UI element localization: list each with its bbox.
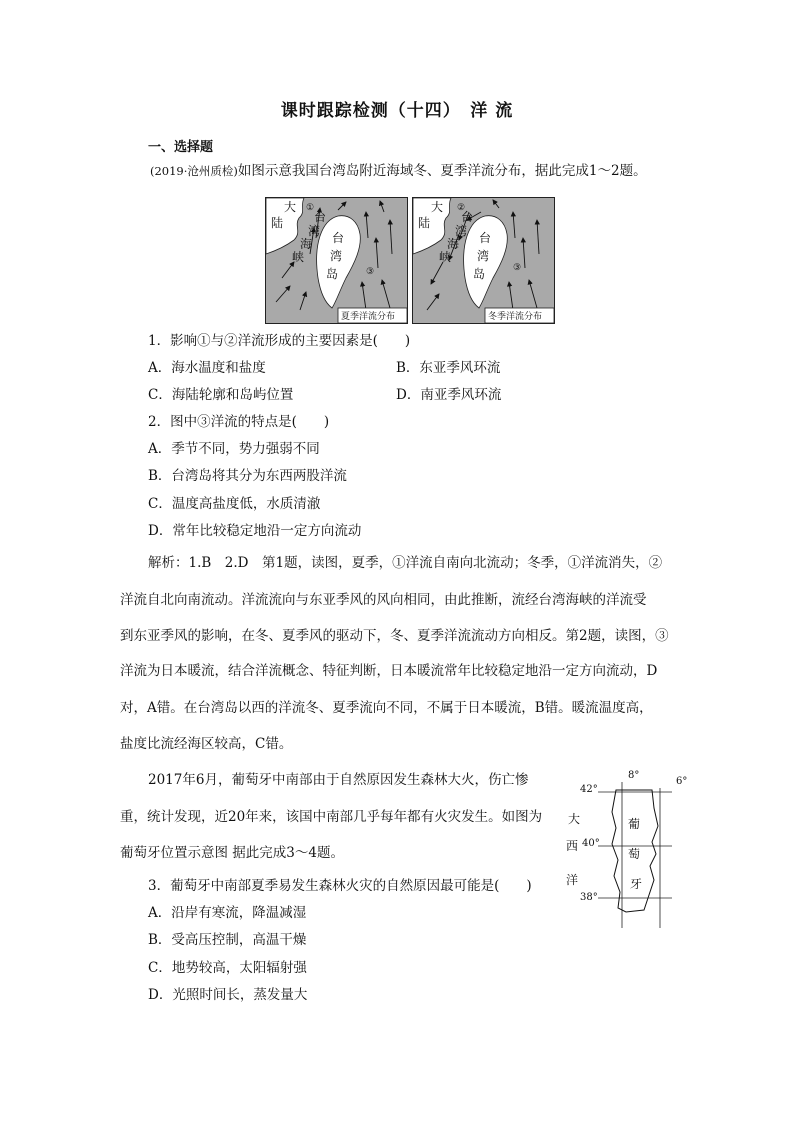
latitude-42-label: 42° [580, 784, 598, 795]
q1-option-b: B．东亚季风环流 [396, 360, 501, 376]
q2-stem: 2．图中③洋流的特点是( ) [148, 414, 330, 430]
summer-current-3-marker: ③ [366, 267, 375, 277]
analysis-line-2: 洋流自北向南流动。洋流流向与东亚季风的风向相同，由此推断，流经台湾海峡的洋流受 [120, 592, 647, 608]
portugal-intro-line-2: 重，统计发现，近20年来，该国中南部几乎每年都有火灾发生。如图为 [120, 809, 543, 825]
country-char-3: 牙 [630, 877, 643, 891]
winter-strait-char-4: 峡 [439, 250, 452, 264]
summer-mainland-char-2: 陆 [271, 216, 284, 230]
q2-option-a: A．季节不同，势力强弱不同 [148, 441, 320, 457]
summer-island-char-1: 台 [332, 231, 345, 245]
summer-strait-char-1: 台 [314, 210, 327, 224]
winter-mainland-char-1: 大 [431, 200, 444, 214]
question-intro [150, 161, 647, 181]
country-char-1: 葡 [628, 817, 641, 831]
country-char-2: 萄 [628, 847, 641, 861]
summer-island-char-2: 湾 [330, 249, 343, 263]
q1-option-a: A．海水温度和盐度 [148, 360, 266, 376]
winter-island-char-3: 岛 [473, 267, 486, 281]
page-title: 课时跟踪检测（十四） 洋 流 [280, 101, 514, 121]
summer-strait-char-4: 峡 [292, 250, 305, 264]
analysis-line-6: 盐度比流经海区较高，C错。 [120, 736, 293, 752]
winter-current-3-marker: ③ [513, 263, 522, 273]
longitude-6-label: 6° [676, 776, 688, 787]
q3-option-a: A．沿岸有寒流，降温减湿 [148, 905, 307, 921]
summer-map-caption: 夏季洋流分布 [341, 312, 396, 322]
q2-option-c: C．温度高盐度低，水质清澈 [148, 496, 321, 512]
intro-source: (2019·沧州质检) [150, 164, 238, 178]
ocean-char-3: 洋 [566, 873, 579, 887]
ocean-char-2: 西 [566, 839, 579, 853]
winter-current-map [412, 197, 555, 324]
summer-current-1-marker: ① [306, 203, 315, 213]
latitude-40-label: 40° [582, 838, 600, 849]
summer-island-char-3: 岛 [326, 267, 339, 281]
analysis-line-4: 洋流为日本暖流，结合洋流概念、特征判断，日本暖流常年比较稳定地沿一定方向流动，D [120, 663, 658, 679]
winter-map-caption: 冬季洋流分布 [488, 312, 543, 322]
q3-option-c: C．地势较高，太阳辐射强 [148, 960, 307, 976]
summer-strait-char-3: 海 [300, 237, 313, 251]
ocean-char-1: 大 [568, 812, 581, 826]
winter-mainland-char-2: 陆 [418, 216, 431, 230]
q1-option-d: D．南亚季风环流 [396, 387, 502, 403]
winter-island-char-2: 湾 [477, 249, 490, 263]
q2-option-d: D．常年比较稳定地沿一定方向流动 [148, 523, 362, 539]
longitude-8-label: 8° [628, 770, 640, 781]
section-heading: 一、选择题 [148, 140, 214, 155]
summer-current-map [265, 197, 408, 324]
q3-option-d: D．光照时间长，蒸发量大 [148, 987, 308, 1003]
portugal-location-map [560, 768, 700, 928]
analysis-line-3: 到东亚季风的影响，在冬、夏季风的驱动下，冬、夏季洋流流动方向相反。第2题，读图，③ [120, 628, 669, 644]
analysis-line-5: 对，A错。在台湾岛以西的洋流冬、夏季流向不同，不属于日本暖流，B错。暖流温度高， [120, 700, 653, 716]
portugal-intro-line-1: 2017年6月，葡萄牙中南部由于自然原因发生森林大火，伤亡惨 [148, 772, 529, 788]
portugal-intro-line-3: 葡萄牙位置示意图 据此完成3～4题。 [120, 845, 344, 861]
winter-current-2-marker: ② [457, 203, 466, 213]
analysis-line-1: 解析：1.B 2.D 第1题，读图，夏季，①洋流自南向北流动；冬季，①洋流消失，② [148, 555, 663, 571]
winter-island-char-1: 台 [479, 231, 492, 245]
q3-stem: 3．葡萄牙中南部夏季易发生森林火灾的自然原因最可能是( ) [148, 878, 532, 894]
q2-option-b: B．台湾岛将其分为东西两股洋流 [148, 468, 347, 484]
summer-mainland-char-1: 大 [284, 200, 297, 214]
q3-option-b: B．受高压控制，高温干燥 [148, 932, 307, 948]
winter-strait-char-2: 湾 [455, 224, 468, 238]
winter-strait-char-3: 海 [447, 237, 460, 251]
latitude-38-label: 38° [580, 892, 598, 903]
summer-strait-char-2: 湾 [308, 224, 321, 238]
q1-stem: 1．影响①与②洋流形成的主要因素是( ) [148, 333, 411, 349]
winter-strait-char-1: 台 [461, 210, 474, 224]
intro-text: 如图示意我国台湾岛附近海域冬、夏季洋流分布，据此完成1～2题。 [237, 163, 647, 179]
q1-option-c: C．海陆轮廓和岛屿位置 [148, 387, 294, 403]
